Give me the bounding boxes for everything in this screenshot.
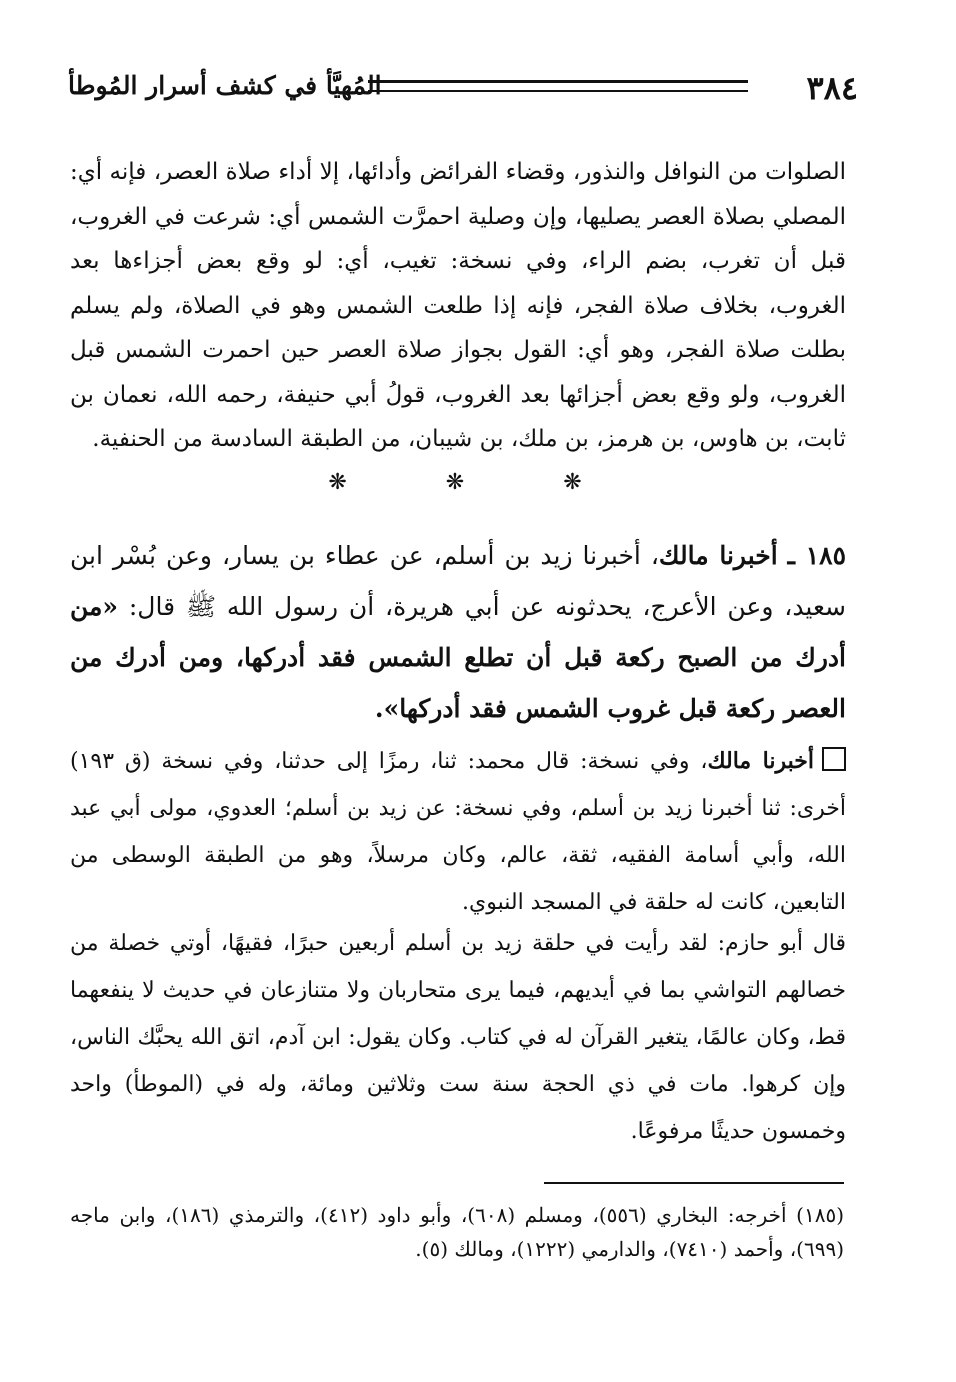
header-rule	[368, 80, 748, 92]
commentary-paragraph-3: قال أبو حازم: لقد رأيت في حلقة زيد بن أسلم أربعين حبرًا، فقيهًا، أوتي خصلة من خصالهم التواشي بما في أيديهم، فيما يرى متحاربان ولا متنازعان في حديث لا ينفعهما قط، وكان عالمًا، يتغير القرآن له في كتاب. وكان يقول: ابن آدم، اتق الله يحبَّك الناس، وإن كرهوا. مات في ذي الحجة سنة ست وثلاثين ومائة، وله في (الموطأ) واحد وخمسون حديثًا مرفوعًا.	[70, 931, 846, 1144]
commentary-paragraph-1: الصلوات من النوافل والنذور، وقضاء الفرائض وأدائها، إلا أداء صلاة العصر، فإنه أي: المصلي بصلاة العصر يصليها، وإن وصلية احمرَّت الشمس أي: شرعت في الغروب، قبل أن تغرب، بضم الراء، وفي نسخة: تغيب، أي: لو وقع بعض أجزاءها بعد الغروب، بخلاف صلاة الفجر، فإنه إذا طلعت الشمس وهو في الصلاة، ولم يسلم بطلت صلاة الفجر، وهو أي: القول بجواز صلاة العصر حين احمرت الشمس قبل الغروب، ولو وقع بعض أجزائها بعد الغروب، قولُ أبي حنيفة، رحمه الله، نعمان بن ثابت، بن هاوس، بن هرمز، بن ملك، بن شيبان، من الطبقة السادسة من الحنفية.	[70, 159, 846, 452]
book-title: المُهيَّأ في كشف أسرار المُوطأ	[68, 71, 382, 100]
commentary-paragraph-2	[70, 738, 846, 926]
commentary-body: ، وفي نسخة: قال محمد: ثنا، رمزًا إلى حدثنا، وفي نسخة (ق ١٩٣) أخرى: ثنا أخبرنا زيد بن أسلم، وفي نسخة: عن زيد بن أسلم؛ العدوي، مولى أبي عبد الله، وأبي أسامة الفقيه، ثقة، عالم، وكان مرسلاً، وهو من الطبقة الوسطى من التابعين، كانت له حلقة في المسجد النبوي.	[70, 749, 846, 915]
hadith-chain: ، أخبرنا زيد بن أسلم، عن عطاء بن يسار، وعن بُسْر ابن سعيد، وعن الأعرج، يحدثونه عن أبي هريرة، أن رسول الله ﷺ قال:	[70, 541, 846, 621]
commentary-lead: أخبرنا مالك	[707, 748, 814, 774]
section-separator: ❋ ❋ ❋	[328, 470, 628, 495]
hadith-number: ١٨٥ ـ	[787, 541, 847, 570]
square-marker-icon	[822, 747, 846, 771]
page-number: ٣٨٤	[806, 69, 858, 107]
hadith-185	[70, 530, 846, 734]
page-header	[68, 58, 858, 118]
footnote: (١٨٥) أخرجه: البخاري (٥٥٦)، ومسلم (٦٠٨)، وأبو داود (٤١٢)، والترمذي (١٨٦)، وابن ماجه (٦٩٩)، وأحمد (٧٤١٠)، والدارمي (١٢٢٢)، ومالك (٥).	[70, 1203, 844, 1261]
hadith-text: «من أدرك من الصبح ركعة قبل أن تطلع الشمس فقد أدركها، ومن أدرك من العصر ركعة قبل غروب الشمس فقد أدركها».	[70, 592, 846, 723]
footnote-rule	[544, 1182, 844, 1184]
hadith-narrator: أخبرنا مالك	[658, 541, 778, 570]
